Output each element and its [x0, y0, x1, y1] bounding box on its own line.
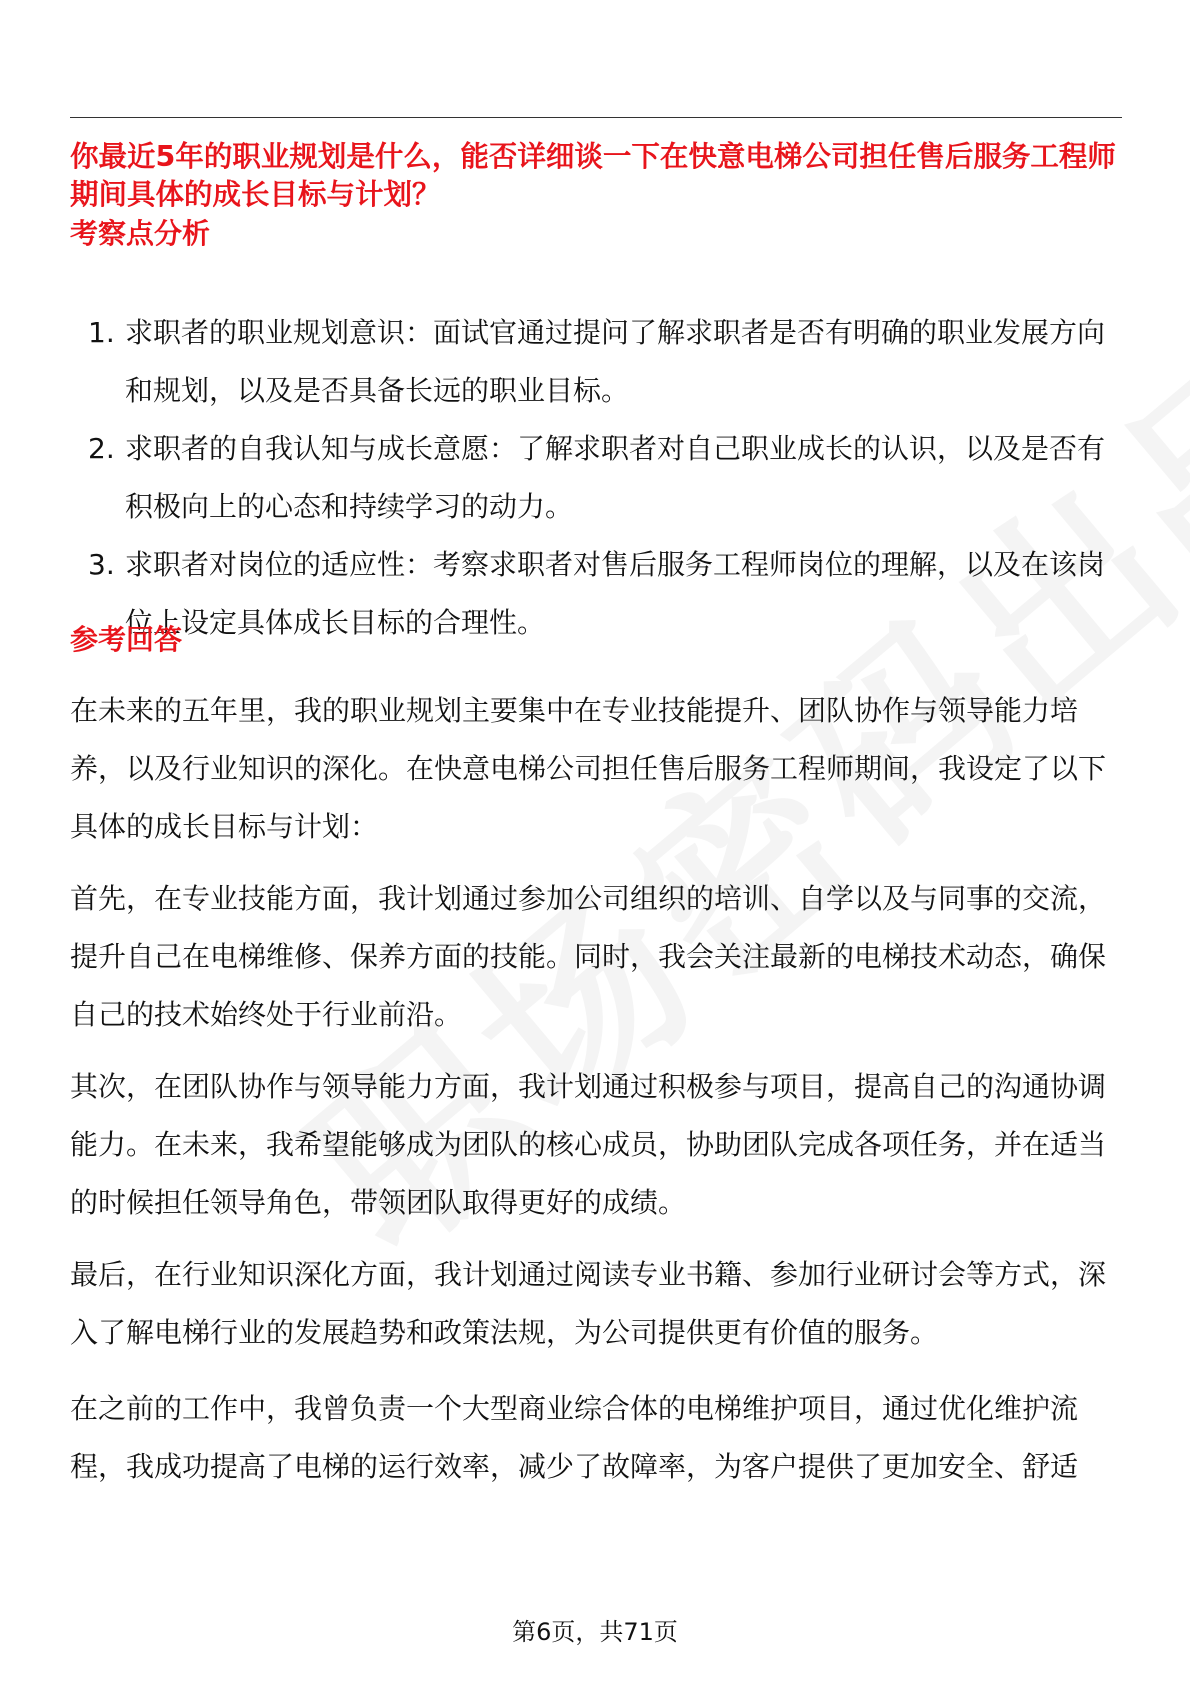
- analysis-item: [70, 420, 1130, 536]
- analysis-item-number: 3.: [88, 548, 115, 581]
- analysis-item-text: 求职者的职业规划意识：面试官通过提问了解求职者是否有明确的职业发展方向和规划，以及是否具备长远的职业目标。: [125, 316, 1106, 407]
- answer-paragraph: 首先，在专业技能方面，我计划通过参加公司组织的培训、自学以及与同事的交流，提升自己在电梯维修、保养方面的技能。同时，我会关注最新的电梯技术动态，确保自己的技术始终处于行业前沿。: [70, 882, 1107, 1031]
- analysis-heading: 考察点分析: [70, 217, 211, 250]
- analysis-item: [70, 536, 1130, 652]
- answer-paragraph: 最后，在行业知识深化方面，我计划通过阅读专业书籍、参加行业研讨会等方式，深入了解电梯行业的发展趋势和政策法规，为公司提供更有价值的服务。: [70, 1258, 1107, 1349]
- answer-paragraph: 其次，在团队协作与领导能力方面，我计划通过积极参与项目，提高自己的沟通协调能力。在未来，我希望能够成为团队的核心成员，协助团队完成各项任务，并在适当的时候担任领导角色，带领团队取得更好的成绩。: [70, 1070, 1107, 1219]
- analysis-item-text: 求职者的自我认知与成长意愿：了解求职者对自己职业成长的认识，以及是否有积极向上的心态和持续学习的动力。: [125, 432, 1106, 523]
- analysis-item-number: 1.: [88, 316, 115, 349]
- top-divider: [70, 117, 1122, 118]
- answer-paragraph: 在之前的工作中，我曾负责一个大型商业综合体的电梯维护项目，通过优化维护流程，我成功提高了电梯的运行效率，减少了故障率，为客户提供了更加安全、舒适: [70, 1392, 1079, 1483]
- question-title: 你最近5年的职业规划是什么，能否详细谈一下在快意电梯公司担任售后服务工程师期间具体的成长目标与计划？: [70, 140, 1116, 211]
- answer-heading: 参考回答: [70, 623, 183, 656]
- analysis-item-text: 求职者对岗位的适应性：考察求职者对售后服务工程师岗位的理解，以及在该岗位上设定具体成长目标的合理性。: [125, 548, 1106, 639]
- analysis-list: [70, 304, 1130, 652]
- analysis-item-number: 2.: [88, 432, 115, 465]
- analysis-item: [70, 304, 1130, 420]
- answer-paragraph: 在未来的五年里，我的职业规划主要集中在专业技能提升、团队协作与领导能力培养，以及行业知识的深化。在快意电梯公司担任售后服务工程师期间，我设定了以下具体的成长目标与计划：: [70, 694, 1107, 843]
- page-number: 第6页，共71页: [512, 1618, 678, 1646]
